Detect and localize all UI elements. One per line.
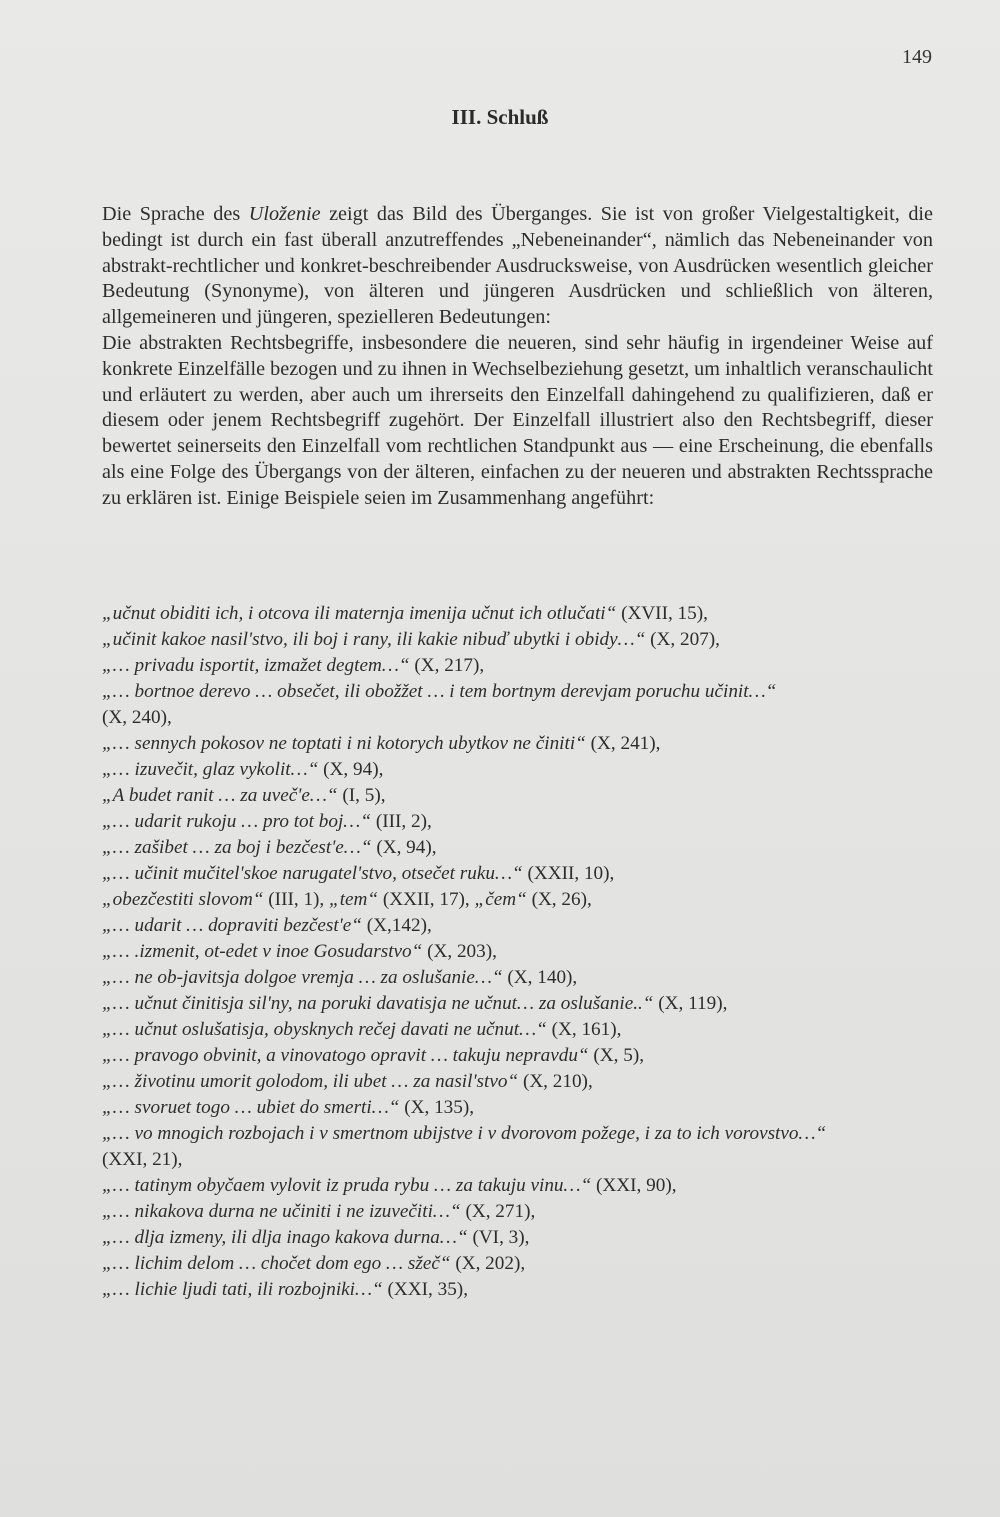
example-line: [102, 627, 942, 653]
example-line: [102, 1199, 942, 1225]
example-quote: „… lichie ljudi tati, ili rozbojniki…“: [102, 1279, 383, 1300]
example-quote: „A budet ranit … za uveč'e…“: [102, 785, 338, 806]
example-line: [102, 757, 942, 783]
example-reference: (I, 5),: [337, 785, 386, 806]
example-line: [102, 1225, 942, 1251]
work-title: Uloženie: [248, 203, 321, 225]
example-line: [102, 809, 942, 835]
example-line: [102, 705, 942, 731]
example-line: [102, 1277, 942, 1303]
example-line: [102, 601, 942, 627]
example-line: [102, 653, 942, 679]
example-reference: (X, 217),: [409, 655, 485, 676]
example-quote: „učinit kakoe nasil'stvo, ili boj i rany, ili kakie nibuď ubytki i obidy…“: [102, 629, 646, 650]
example-line: [102, 861, 942, 887]
example-reference: (XXII, 10),: [522, 863, 615, 884]
example-line: [102, 783, 942, 809]
example-reference: (X, 26),: [526, 889, 592, 910]
paragraph-2: Die abstrakten Rechtsbegriffe, insbesondere die neueren, sind sehr häufig in irgendeiner Weise auf konkrete Einzelfälle bezogen und zu ihnen in Wechselbeziehung gesetzt, um inhaltlich veranschaulicht und erläutert zu werden, aber auch um ihrerseits den Einzelfall dahingehend zu qualifizieren, daß er diesem oder jenem Rechtsbegriff zugehört. Der Einzelfall illustriert also den Rechtsbegriff, dieser bewertet seinerseits den Einzelfall vom rechtlichen Standpunkt aus — eine Erscheinung, die ebenfalls als eine Folge des Übergangs von der älteren, einfachen zu der neueren und abstrakten Rechtssprache zu erklären ist. Einige Beispiele seien im Zusammenhang angeführt:: [102, 331, 933, 509]
example-quote: „… tatinym obyčaem vylovit iz pruda rybu … za takuju vinu…“: [102, 1175, 592, 1196]
example-reference: (X, 210),: [518, 1071, 593, 1092]
example-reference: (XVII, 15),: [616, 603, 708, 624]
example-reference: (X, 241),: [585, 733, 661, 754]
example-reference: (X, 161),: [546, 1019, 622, 1040]
example-quote: „… učnut činitisja sil'ny, na poruki davatisja ne učnut… za oslušanie..“: [102, 993, 654, 1014]
example-line: [102, 1121, 942, 1147]
example-line: [102, 913, 942, 939]
example-reference: (X, 271),: [460, 1201, 536, 1222]
example-reference: (XXII, 17),: [378, 889, 475, 910]
example-reference: (X, 202),: [450, 1253, 526, 1274]
example-quote: „… ne ob-javitsja dolgoe vremja … za oslušanie…“: [102, 967, 503, 988]
paragraph-1: [102, 202, 933, 331]
example-quote: „… zašibet … za boj i bezčest'e…“: [102, 837, 372, 858]
example-quote: „obezčestiti slovom“: [102, 889, 264, 910]
example-reference: (III, 2),: [371, 811, 432, 832]
example-quote: „čem“: [474, 889, 527, 910]
example-reference: (X, 119),: [653, 993, 728, 1014]
example-line: [102, 1147, 942, 1173]
example-reference: (III, 1),: [263, 889, 330, 910]
example-reference: (X, 203),: [422, 941, 497, 962]
example-reference: (X, 135),: [399, 1097, 475, 1118]
section-heading: III. Schluß: [451, 105, 549, 129]
example-quote: „… sennych pokosov ne toptati i ni kotorych ubytkov ne činiti“: [102, 733, 586, 754]
body-text: [102, 202, 933, 512]
example-reference: (VI, 3),: [467, 1227, 530, 1248]
paragraph-1-text-a: Die Sprache des: [102, 203, 249, 225]
example-quote: „… svoruet togo … ubiet do smerti…“: [102, 1097, 400, 1118]
page-number: 149: [902, 46, 932, 68]
example-reference: (XXI, 21),: [102, 1149, 183, 1170]
example-quote: „… izuvečit, glaz vykolit…“: [102, 759, 319, 780]
example-reference: (X, 207),: [645, 629, 720, 650]
example-line: [102, 1017, 942, 1043]
paragraph-1-text-b: zeigt das Bild des Überganges. Sie ist von großer Vielgestaltigkeit, die bedingt ist durch ein fast überall anzutreffendes „Nebeneinander“, nämlich das Nebeneinander von abstrakt-rechtlicher und konkret-beschreibender Ausdrucksweise, von Ausdrücken wesentlich gleicher Bedeutung (Synonyme), von älteren und jüngeren Ausdrücken und schließlich von älteren, allgemeineren und jüngeren, spezielleren Bedeutungen:: [102, 203, 934, 329]
example-line: [102, 835, 942, 861]
example-line: [102, 991, 942, 1017]
example-reference: (X,142),: [361, 915, 432, 936]
example-quote: „… učnut oslušatisja, obysknych rečej davati ne učnut…“: [102, 1019, 547, 1040]
example-quote: „… udarit rukoju … pro tot boj…“: [102, 811, 372, 832]
example-line: [102, 1251, 942, 1277]
example-reference: (XXI, 35),: [382, 1279, 468, 1300]
example-line: [102, 731, 942, 757]
example-quote: „… udarit … dopraviti bezčest'e“: [102, 915, 362, 936]
example-list: [102, 601, 942, 1303]
example-quote: „… privadu isportit, izmažet degtem…“: [102, 655, 410, 676]
example-quote: „… životinu umorit golodom, ili ubet … za nasil'stvo“: [102, 1071, 519, 1092]
example-line: [102, 1095, 942, 1121]
example-quote: „… lichim delom … chočet dom ego … sžeč“: [102, 1253, 451, 1274]
example-line: [102, 1069, 942, 1095]
example-quote: „… .izmenit, ot-edet v inoe Gosudarstvo“: [102, 941, 423, 962]
example-reference: (X, 140),: [502, 967, 578, 988]
example-quote: „… učinit mučitel'skoe narugatel'stvo, otsečet ruku…“: [102, 863, 523, 884]
example-quote: „… pravogo obvinit, a vinovatogo opravit … takuju nepravdu“: [102, 1045, 589, 1066]
example-reference: (X, 5),: [588, 1045, 645, 1066]
example-line: [102, 679, 942, 705]
example-reference: (X, 94),: [318, 759, 384, 780]
example-reference: (X, 94),: [371, 837, 437, 858]
example-quote: „… bortnoe derevo … obsečet, ili obožžet … i tem bortnym derevjam poruchu učinit…“: [102, 681, 777, 702]
example-line: [102, 1043, 942, 1069]
example-quote: „… dlja izmeny, ili dlja inago kakova durna…“: [102, 1227, 468, 1248]
example-line: [102, 1173, 942, 1199]
example-line: [102, 965, 942, 991]
example-quote: „učnut obiditi ich, i otcova ili maternja imenija učnut ich otlučati“: [102, 603, 617, 624]
example-line: [102, 887, 942, 913]
example-reference: (XXI, 90),: [591, 1175, 677, 1196]
example-reference: (X, 240),: [102, 707, 172, 728]
example-quote: „… nikakova durna ne učiniti i ne izuvečiti…“: [102, 1201, 461, 1222]
example-quote: „tem“: [329, 889, 379, 910]
example-line: [102, 939, 942, 965]
example-quote: „… vo mnogich rozbojach i v smertnom ubijstve i v dvorovom požege, i za to ich vorovstvo…“: [102, 1123, 827, 1144]
